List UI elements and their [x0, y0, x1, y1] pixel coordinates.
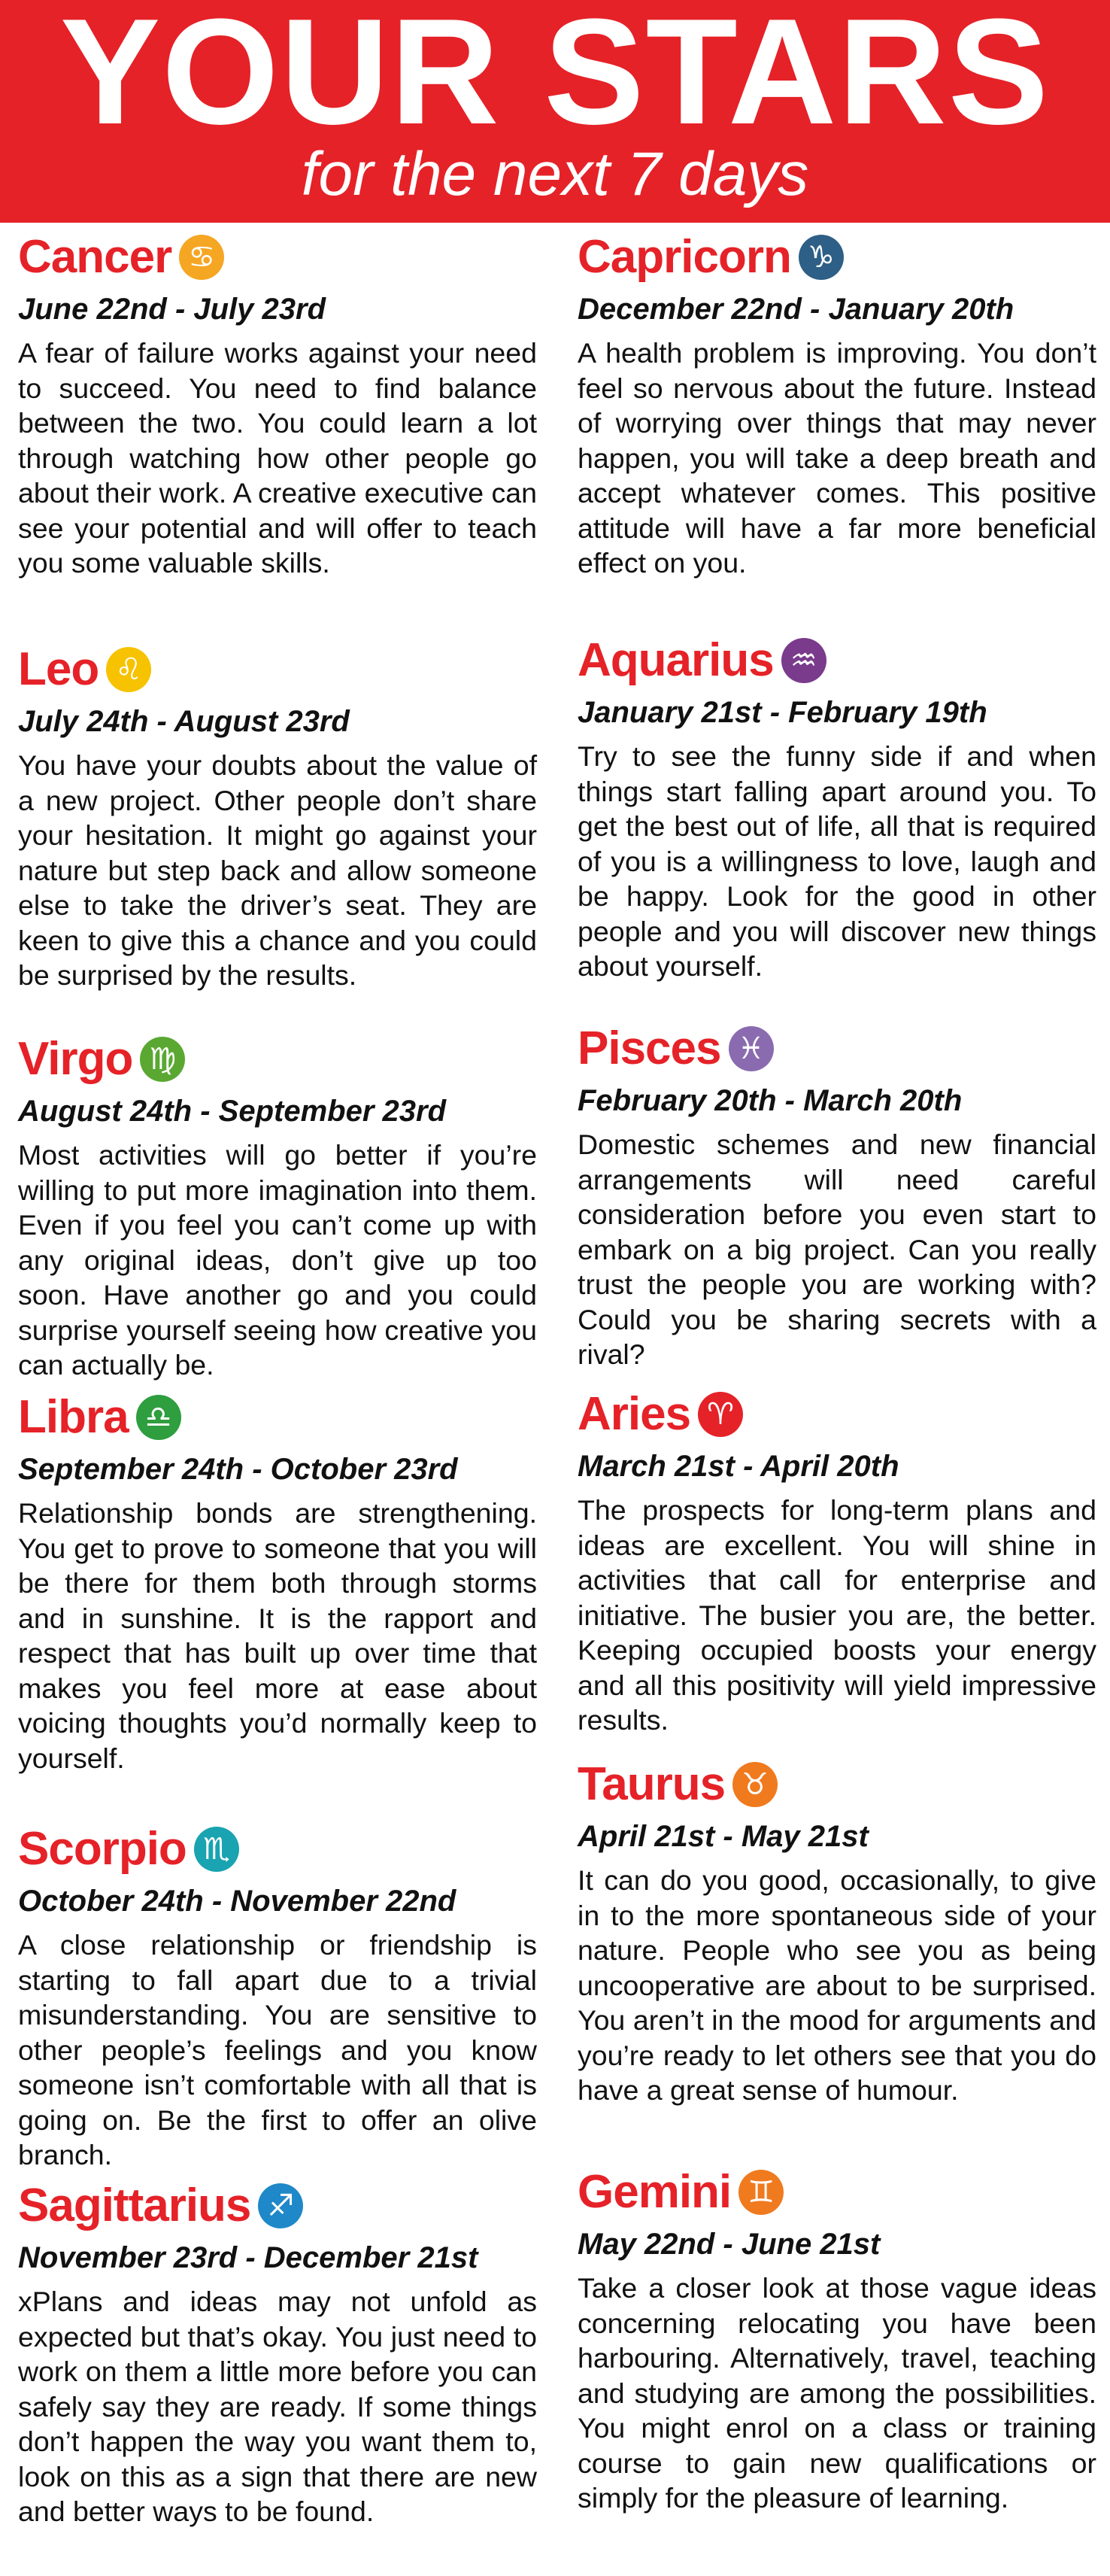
libra-icon: ♎: [136, 1395, 181, 1440]
sign-dates: April 21st - May 21st: [578, 1820, 869, 1853]
page-subtitle: for the next 7 days: [301, 140, 809, 208]
sign-name: Libra: [18, 1391, 129, 1443]
sign-taurus: [578, 1753, 1096, 2108]
sign-dates: December 22nd - January 20th: [578, 293, 1014, 326]
sign-header: [18, 1818, 537, 1881]
header-banner: [0, 0, 1110, 223]
sign-header: [18, 1386, 537, 1449]
sign-text: It can do you good, occasionally, to give in to the more spontaneous side of your nature. People who see you as being uncooperative are about to be surprised. You aren’t in the mood for arguments and you’re ready to let others see that you do have a great sense of humour.: [578, 1864, 1096, 2106]
sign-capricorn: [578, 226, 1096, 581]
sign-name: Pisces: [578, 1022, 721, 1074]
sign-header: [18, 226, 537, 289]
sign-text: A close relationship or friendship is starting to fall apart due to a trivial misunderstanding. You are sensitive to other people’s feelings and you know someone isn’t comfortable with all that is going on. Be the first to offer an olive branch.: [18, 1929, 537, 2170]
sign-header: [578, 2161, 1096, 2224]
sign-name: Gemini: [578, 2166, 732, 2218]
sign-text: A health problem is improving. You don’t feel so nervous about the future. Instead of worrying over things that may never happen, you will take a deep breath and accept whatever comes. This positive attitude will have a far more beneficial effect on you.: [578, 337, 1096, 579]
sign-text: The prospects for long-term plans and ideas are excellent. You will shine in activities that call for enterprise and initiative. The busier you are, the better. Keeping occupied boosts your energy and all this positivity will yield impressive results.: [578, 1494, 1096, 1736]
sign-text: Domestic schemes and new financial arrangements will need careful consideration before you even start to embark on a big project. Can you really trust the people you are working with? Could you be sharing secrets with a rival?: [578, 1129, 1096, 1370]
sign-name: Sagittarius: [18, 2180, 251, 2231]
sign-text: You have your doubts about the value of a new project. Other people don’t share your hesitation. It might go against your nature but step back and allow someone else to take the driver’s seat. They are keen to give this a chance and you could be surprised by the results.: [18, 749, 537, 991]
sign-header: [18, 2174, 537, 2237]
gemini-icon: ♊: [738, 2170, 784, 2215]
sign-dates: May 22nd - June 21st: [578, 2228, 881, 2261]
sign-aquarius: [578, 629, 1096, 984]
sign-name: Aries: [578, 1388, 691, 1440]
sign-aries: [578, 1383, 1096, 1738]
sign-name: Taurus: [578, 1758, 726, 1810]
sign-dates: June 22nd - July 23rd: [18, 293, 326, 326]
sign-name: Scorpio: [18, 1823, 187, 1875]
sign-dates: August 24th - September 23rd: [18, 1095, 447, 1128]
sign-name: Capricorn: [578, 231, 791, 283]
leo-icon: ♌: [106, 647, 151, 692]
sign-name: Cancer: [18, 231, 172, 283]
sign-scorpio: [18, 1818, 537, 2173]
sign-dates: February 20th - March 20th: [578, 1084, 963, 1117]
sign-virgo: [18, 1028, 537, 1383]
sign-dates: July 24th - August 23rd: [18, 705, 350, 738]
sign-header: [578, 629, 1096, 692]
sign-text: Take a closer look at those vague ideas concerning relocating you have been harbouring. Alternatively, travel, teaching and studying are among the possibilities. You might enrol on a class or training course to gain new qualifications or simply for the pleasure of learning.: [578, 2272, 1096, 2514]
sign-header: [18, 1028, 537, 1091]
sagittarius-icon: ♐: [258, 2183, 303, 2228]
sign-dates: September 24th - October 23rd: [18, 1453, 458, 1486]
sign-header: [578, 226, 1096, 289]
sign-text: Relationship bonds are strengthening. You get to prove to someone that you will be there for them both through storms and in sunshine. It is the rapport and respect that has built up over time that makes you feel more at ease about voicing thoughts you’d normally keep to yourself.: [18, 1497, 537, 1774]
cancer-icon: ♋: [179, 235, 224, 280]
virgo-icon: ♍: [140, 1037, 185, 1082]
sign-libra: [18, 1386, 537, 1776]
sign-gemini: [578, 2161, 1096, 2516]
pisces-icon: ♓: [729, 1026, 774, 1071]
sign-name: Leo: [18, 643, 99, 695]
sign-pisces: [578, 1017, 1096, 1372]
sign-header: [18, 638, 537, 701]
sign-name: Virgo: [18, 1033, 133, 1085]
sign-header: [578, 1383, 1096, 1446]
sign-dates: November 23rd - December 21st: [18, 2241, 478, 2274]
sign-leo: [18, 638, 537, 993]
page-title: YOUR STARS: [59, 0, 1051, 156]
aries-icon: ♈: [698, 1392, 743, 1437]
scorpio-icon: ♏: [194, 1827, 239, 1872]
capricorn-icon: ♑: [799, 235, 844, 280]
sign-cancer: [18, 226, 537, 581]
sign-dates: October 24th - November 22nd: [18, 1885, 456, 1918]
sign-dates: March 21st - April 20th: [578, 1450, 899, 1483]
aquarius-icon: ♒: [781, 638, 826, 683]
sign-text: Try to see the funny side if and when things start falling apart around you. To get the best out of life, all that is required of you is a willingness to love, laugh and be happy. Look for the good in other people and you will discover new things about yourself.: [578, 740, 1096, 982]
sign-sagittarius: [18, 2174, 537, 2529]
sign-text: xPlans and ideas may not unfold as expected but that’s okay. You just need to work on them a little more before you can safely say they are ready. If some things don’t happen the way you want them to, look on this as a sign that there are new and better ways to be found.: [18, 2286, 537, 2527]
sign-header: [578, 1753, 1096, 1816]
sign-text: A fear of failure works against your need to succeed. You need to find balance between the two. You could learn a lot through watching how other people go about their work. A creative executive can see your potential and will offer to teach you some valuable skills.: [18, 337, 537, 579]
sign-dates: January 21st - February 19th: [578, 696, 987, 729]
sign-header: [578, 1017, 1096, 1080]
taurus-icon: ♉: [732, 1762, 778, 1807]
sign-name: Aquarius: [578, 634, 774, 686]
sign-text: Most activities will go better if you’re willing to put more imagination into them. Even if you feel you can’t come up with any original ideas, don’t give up too soon. Have another go and you could surprise yourself seeing how creative you can actually be.: [18, 1139, 537, 1381]
